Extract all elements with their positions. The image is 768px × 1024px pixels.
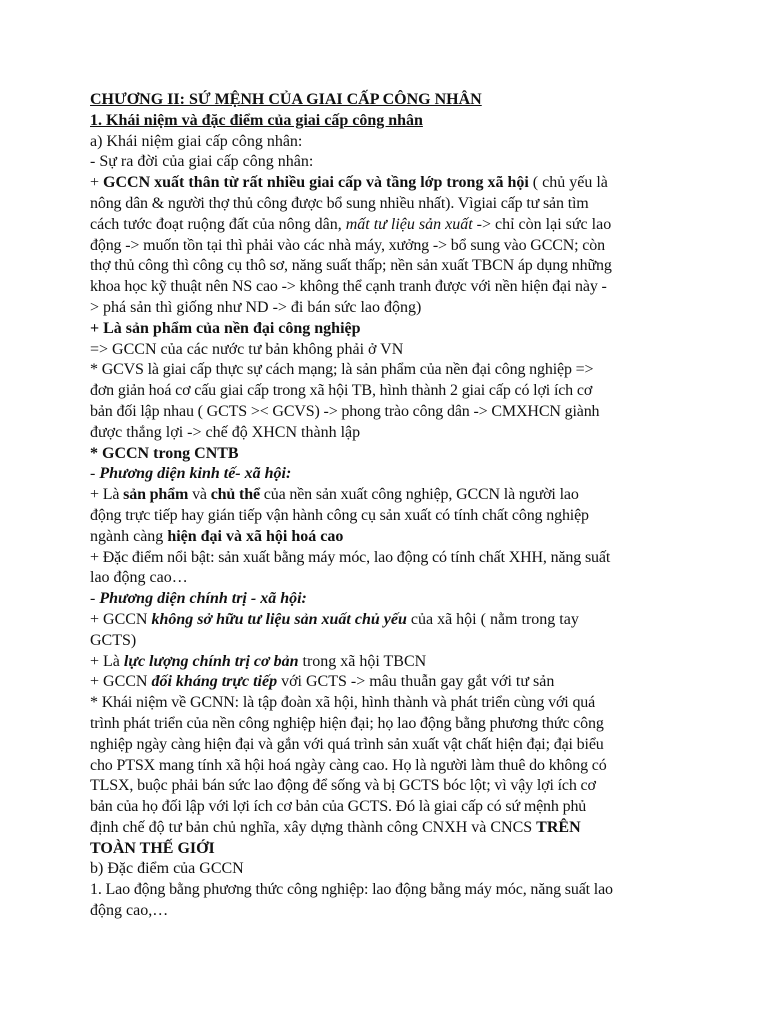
concept-line-4: cho PTSX mang tính xã hội hoá ngày càng cao. Họ là người làm thuê do không có: [90, 756, 607, 774]
birth-line: - Sự ra đời của giai cấp công nhân:: [90, 153, 314, 171]
section-heading: 1. Khái niệm và đặc điểm của giai cấp công nhân: [90, 111, 423, 129]
gcvs-line-3: bản đối lập nhau ( GCTS >< GCVS) -> phong trào công dân -> CMXHCN giành: [90, 402, 600, 420]
paragraph-origin-line-3: cách tước đoạt ruộng đất của nông dân, mất tư liệu sản xuất -> chỉ còn lại sức lao: [90, 215, 612, 233]
political-point-1-line-1: + GCCN không sở hữu tư liệu sản xuất chủ yếu của xã hội ( nằm trong tay: [90, 610, 579, 628]
concept-line-5: TLSX, buộc phải bán sức lao động để sống và bị GCTS bóc lột; vì vậy lợi ích cơ: [90, 777, 596, 795]
economic-point-1-line-1: + Là sản phẩm và chủ thể của nền sản xuất công nghiệp, GCCN là người lao: [90, 486, 579, 504]
paragraph-origin-line-4: động -> muốn tồn tại thì phải vào các nhà máy, xưởng -> bổ sung vào GCCN; còn: [90, 236, 605, 254]
concept-line-1: * Khái niệm về GCNN: là tập đoàn xã hội, hình thành và phát triển cùng với quá: [90, 694, 596, 712]
economic-point-1-line-2: động trực tiếp hay gián tiếp vận hành công cụ sản xuất có tính chất công nghiệp: [90, 506, 589, 524]
political-point-3: + GCCN đối kháng trực tiếp với GCTS -> mâu thuẫn gay gắt với tư sản: [90, 673, 555, 691]
economic-point-1-line-3: ngành càng hiện đại và xã hội hoá cao: [90, 527, 344, 545]
economic-point-2-line-2: lao động cao…: [90, 569, 188, 587]
paragraph-origin-line-6: khoa học kỹ thuật nên NS cao -> không thể cạnh tranh được với nền hiện đại này -: [90, 278, 607, 296]
paragraph-origin-line-1: + GCCN xuất thân từ rất nhiều giai cấp và tầng lớp trong xã hội ( chủ yếu là: [90, 174, 608, 192]
political-point-1-line-2: GCTS): [90, 631, 137, 649]
paragraph-origin-line-5: thợ thủ công thì công cụ thô sơ, năng suất thấp; nền sản xuất TBCN áp dụng những: [90, 257, 612, 275]
concept-line-3: nghiệp ngày càng hiện đại và gắn với quá trình sản xuất vật chất hiện đại; đại biểu: [90, 735, 604, 753]
gcvs-line-1: * GCVS là giai cấp thực sự cách mạng; là sản phẩm của nền đại công nghiệp =>: [90, 361, 594, 379]
economic-point-2-line-1: + Đặc điểm nổi bật: sản xuất bằng máy móc, lao động có tính chất XHH, năng suất: [90, 548, 611, 566]
feature-1-line-1: 1. Lao động bằng phương thức công nghiệp: lao động bằng máy móc, năng suất lao: [90, 881, 613, 899]
concept-line-6: bản của họ đối lập với lợi ích cơ bản của GCTS. Đó là giai cấp có sứ mệnh phủ: [90, 798, 587, 816]
political-point-2: + Là lực lượng chính trị cơ bản trong xã hội TBCN: [90, 652, 427, 670]
gcvs-line-4: được thắng lợi -> chế độ XHCN thành lập: [90, 423, 361, 441]
industry-product-line: + Là sản phẩm của nền đại công nghiệp: [90, 319, 361, 337]
gccn-in-capitalism-heading: * GCCN trong CNTB: [90, 444, 239, 462]
concept-line-2: trình phát triển của nền công nghiệp hiện đại; họ lao động bằng phương thức công: [90, 714, 604, 732]
subheading-a: a) Khái niệm giai cấp công nhân:: [90, 132, 303, 150]
feature-1-line-2: động cao,…: [90, 902, 169, 920]
political-aspect-heading: - Phương diện chính trị - xã hội:: [90, 590, 307, 608]
paragraph-origin-line-7: > phá sản thì giống như ND -> đi bán sức lao động): [90, 298, 422, 316]
subheading-b: b) Đặc điểm của GCCN: [90, 860, 244, 878]
chapter-title: CHƯƠNG II: SỨ MỆNH CỦA GIAI CẤP CÔNG NHÂN: [90, 91, 482, 108]
paragraph-origin-line-2: nông dân & người thợ thủ công được bổ sung nhiều nhất). Vìgiai cấp tư sản tìm: [90, 194, 589, 212]
concept-line-8: TOÀN THẾ GIỚI: [90, 839, 215, 857]
economic-aspect-heading: - Phương diện kinh tế- xã hội:: [90, 465, 292, 483]
capitalist-countries-line: => GCCN của các nước tư bản không phải ở VN: [90, 340, 404, 358]
concept-line-7: định chế độ tư bản chủ nghĩa, xây dựng thành công CNXH và CNCS TRÊN: [90, 818, 581, 836]
document-page: [90, 90, 690, 922]
gcvs-line-2: đơn giản hoá cơ cấu giai cấp trong xã hội TB, hình thành 2 giai cấp có lợi ích cơ: [90, 382, 593, 400]
